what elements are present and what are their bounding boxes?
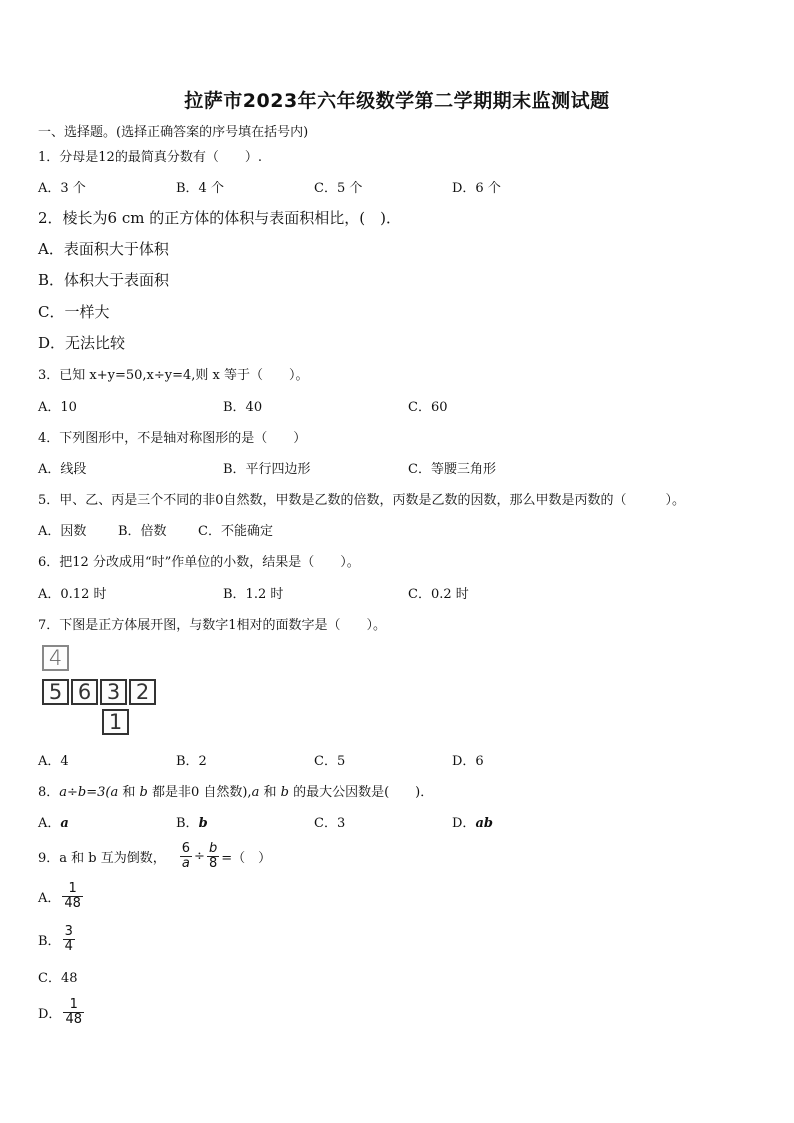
q8-text: 和: [118, 785, 140, 800]
q9-option-c[interactable]: C．48: [38, 971, 78, 986]
q9-text: 9．a 和 b 互为倒数，: [38, 851, 166, 866]
q2-option-a[interactable]: A．表面积大于体积: [38, 240, 169, 258]
option-value: b: [198, 816, 208, 831]
fraction: [63, 925, 75, 954]
option-label: B．: [176, 816, 199, 831]
q8-option-d[interactable]: [452, 812, 493, 831]
q1-option-d[interactable]: D．6 个: [452, 181, 501, 196]
q8-equation: a÷b=3(a: [59, 785, 119, 800]
q8-var-a: a: [251, 785, 260, 800]
question-1-stem: 1．分母是12的最简真分数有（ ）.: [38, 150, 262, 165]
option-label: D．: [452, 816, 476, 831]
q9-option-d[interactable]: [38, 998, 86, 1027]
q9-option-a[interactable]: [38, 882, 85, 911]
q9-option-b[interactable]: [38, 925, 77, 954]
q7-option-b[interactable]: B．2: [176, 754, 207, 769]
net-face-row-2: 6: [71, 679, 98, 705]
q3-option-b[interactable]: B．40: [223, 400, 263, 415]
q7-option-d[interactable]: D．6: [452, 754, 484, 769]
q1-option-a[interactable]: A．3 个: [38, 181, 86, 196]
q3-option-a[interactable]: A．10: [38, 400, 77, 415]
q8-text: 的最大公因数是( )．: [288, 785, 434, 800]
q6-option-a[interactable]: A．0.12 时: [38, 587, 107, 602]
option-label: B．: [38, 934, 61, 949]
net-face-bottom: 1: [102, 709, 129, 735]
q8-option-c[interactable]: C．3: [314, 816, 346, 831]
q5-option-c[interactable]: C．不能确定: [198, 524, 273, 539]
question-7-stem: 7．下图是正方体展开图，与数字1相对的面数字是（ ）。: [38, 618, 387, 633]
q3-option-c[interactable]: C．60: [408, 400, 448, 415]
question-4-stem: 4．下列图形中，不是轴对称图形的是（ ）: [38, 431, 307, 446]
fraction: [63, 998, 84, 1027]
equals-blank: =（ ）: [221, 851, 272, 866]
numerator: 6: [181, 841, 191, 856]
option-value: ab: [475, 816, 493, 831]
q6-option-b[interactable]: B．1.2 时: [223, 587, 284, 602]
net-face-top: 4: [42, 645, 69, 671]
option-label: A．: [38, 816, 61, 831]
option-label: D．: [38, 1007, 62, 1022]
q8-text: 都是非0 自然数),: [147, 785, 252, 800]
q2-option-b[interactable]: B．体积大于表面积: [38, 271, 170, 289]
q8-option-b[interactable]: [176, 812, 208, 831]
q8-var-b: b: [280, 785, 289, 800]
net-face-row-1: 5: [42, 679, 69, 705]
q8-var-b: b: [139, 785, 148, 800]
numerator: b: [208, 841, 218, 856]
question-6-stem: 6．把12 分改成用“时”作单位的小数，结果是（ ）。: [38, 555, 360, 570]
denominator: 48: [65, 1012, 82, 1027]
denominator: a: [181, 856, 190, 871]
divide-sign: ÷: [194, 849, 205, 864]
question-8-stem: [38, 781, 433, 800]
fraction: [62, 882, 83, 911]
numerator: 3: [64, 924, 73, 939]
option-label: A．: [38, 891, 61, 906]
numerator: 1: [69, 997, 78, 1012]
fraction-6-over-a: [180, 842, 192, 871]
q4-option-a[interactable]: A．线段: [38, 462, 87, 477]
section-heading: 一、选择题。(选择正确答案的序号填在括号内): [38, 125, 309, 140]
denominator: 4: [64, 939, 73, 954]
q8-number: 8．: [38, 785, 60, 800]
question-5-stem: 5．甲、乙、丙是三个不同的非0自然数，甲数是乙数的倍数，丙数是乙数的因数，那么甲数是丙数的（ ）。: [38, 493, 686, 508]
page-title: 拉萨市2023年六年级数学第二学期期末监测试题: [184, 90, 610, 112]
q7-option-c[interactable]: C．5: [314, 754, 346, 769]
question-9-stem: [38, 842, 271, 871]
q5-option-b[interactable]: B．倍数: [118, 524, 167, 539]
q1-option-b[interactable]: B．4 个: [176, 181, 224, 196]
q2-option-d[interactable]: D．无法比较: [38, 334, 126, 352]
denominator: 48: [64, 896, 81, 911]
q7-option-a[interactable]: A．4: [38, 754, 69, 769]
fraction-b-over-8: [207, 842, 219, 871]
net-face-row-4: 2: [129, 679, 156, 705]
q6-option-c[interactable]: C．0.2 时: [408, 587, 469, 602]
q1-option-c[interactable]: C．5 个: [314, 181, 363, 196]
cube-net-figure: [38, 641, 162, 741]
option-value: a: [60, 816, 69, 831]
question-3-stem: 3．已知 x+y=50,x÷y=4,则 x 等于（ ）。: [38, 368, 309, 383]
net-face-row-3: 3: [100, 679, 127, 705]
q4-option-c[interactable]: C．等腰三角形: [408, 462, 496, 477]
q8-text: 和: [259, 785, 281, 800]
numerator: 1: [68, 881, 77, 896]
q8-option-a[interactable]: [38, 812, 69, 831]
q4-option-b[interactable]: B．平行四边形: [223, 462, 311, 477]
q5-option-a[interactable]: A．因数: [38, 524, 87, 539]
q2-option-c[interactable]: C．一样大: [38, 303, 110, 321]
question-2-stem: 2．棱长为6 cm 的正方体的体积与表面积相比，( )．: [38, 209, 401, 227]
denominator: 8: [208, 856, 218, 871]
